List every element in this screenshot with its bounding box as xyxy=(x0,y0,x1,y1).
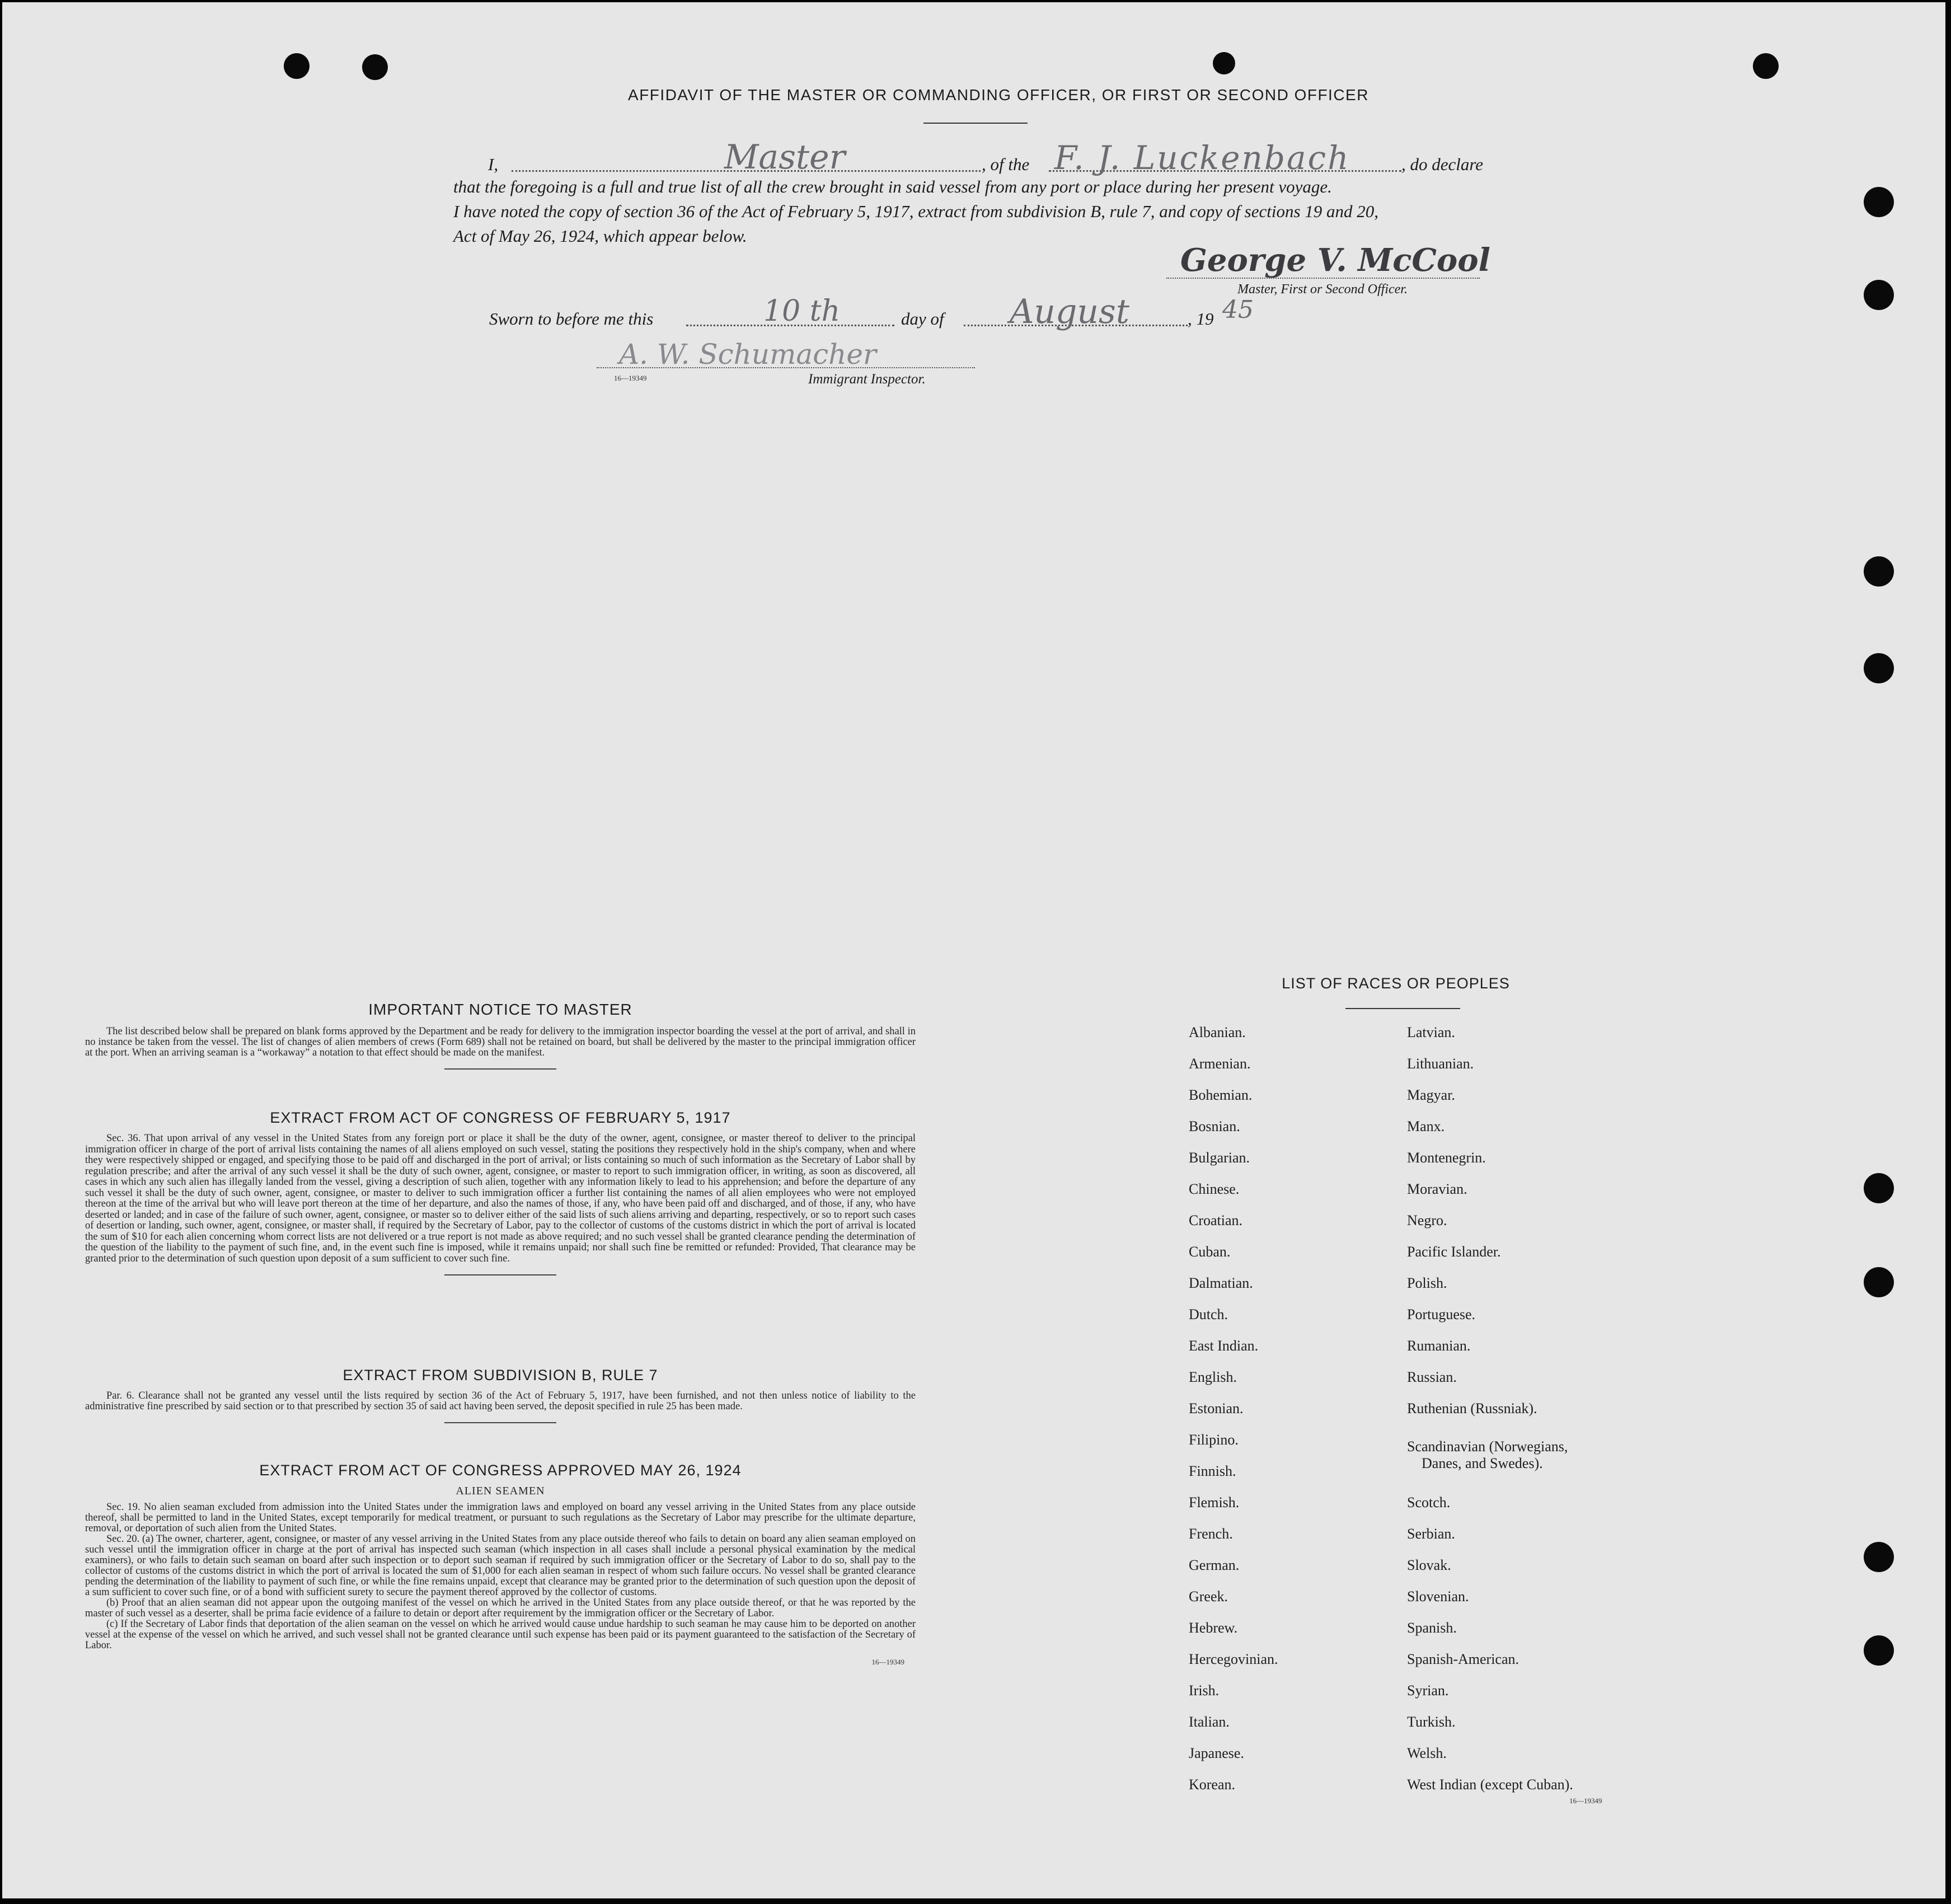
punch-hole xyxy=(1864,280,1894,310)
race-item: Polish. xyxy=(1407,1275,1447,1291)
notice-section xyxy=(85,1001,916,1070)
document-page xyxy=(2,2,1945,1898)
affidavit-body-line3: Act of May 26, 1924, which appear below. xyxy=(453,226,747,246)
race-item: Bohemian. xyxy=(1189,1087,1253,1103)
race-item: West Indian (except Cuban). xyxy=(1407,1776,1573,1793)
affidavit-i-label: I, xyxy=(488,154,499,174)
race-item: Albanian. xyxy=(1189,1024,1246,1040)
race-item: Slovak. xyxy=(1407,1557,1451,1573)
race-item: Syrian. xyxy=(1407,1682,1449,1699)
punch-hole xyxy=(1864,1267,1894,1297)
signature-line xyxy=(1166,278,1480,279)
extract-1924-subtitle: ALIEN SEAMEN xyxy=(456,1485,545,1497)
year-handwritten: 45 xyxy=(1222,296,1254,324)
punch-hole xyxy=(1753,53,1779,79)
race-item: Turkish. xyxy=(1407,1714,1456,1730)
race-item: Filipino. xyxy=(1189,1432,1239,1448)
extract-rule7-section xyxy=(85,1367,916,1423)
race-item: Hercegovinian. xyxy=(1189,1651,1278,1667)
race-item: Bulgarian. xyxy=(1189,1150,1250,1166)
punch-hole xyxy=(1213,52,1235,74)
race-item: Armenian. xyxy=(1189,1056,1251,1072)
race-item: Korean. xyxy=(1189,1776,1236,1793)
race-item: Negro. xyxy=(1407,1212,1447,1228)
extract-1924-text xyxy=(85,1502,916,1651)
race-item: Scandinavian (Norwegians, xyxy=(1407,1438,1568,1455)
race-item: Dalmatian. xyxy=(1189,1275,1253,1291)
punch-hole xyxy=(1864,653,1894,683)
punch-hole xyxy=(284,53,309,79)
race-item: Pacific Islander. xyxy=(1407,1244,1501,1260)
divider xyxy=(444,1068,556,1070)
race-item: Slovenian. xyxy=(1407,1588,1469,1605)
punch-hole xyxy=(1864,556,1894,587)
extract-1917-title: EXTRACT FROM ACT OF CONGRESS OF FEBRUARY 5, 1917 xyxy=(270,1109,731,1126)
race-item: Scotch. xyxy=(1407,1494,1451,1511)
race-item: Croatian. xyxy=(1189,1212,1243,1228)
race-item: Japanese. xyxy=(1189,1745,1244,1761)
day-handwritten: 10 th xyxy=(763,294,841,328)
race-item: Welsh. xyxy=(1407,1745,1447,1761)
race-item: Moravian. xyxy=(1407,1181,1467,1197)
extract-1924-section xyxy=(85,1462,916,1667)
race-item: Serbian. xyxy=(1407,1526,1455,1542)
divider xyxy=(923,123,1028,124)
extract-1917-text: Sec. 36. That upon arrival of any vessel in the United States from any foreign port or place it shall be the duty of the owner, agent, consignee, or master thereof to deliver to the principal immigration officer in charge of the port of arrival lists containing the names of all aliens employed on such vessel, stating the positions they respectively hold in the ship's company, when and where they were respectively shipped or engaged, and specifying those to be paid off and discharged in the port of arrival; or lists containing so much of such information as the Secretary of Labor shall by regulation prescribe; and after the arrival of any such vessel it shall be the duty of such owner, agent, consignee, or master to report to such immigration officer, in writing, as soon as discovered, all cases in which any such alien has illegally landed from the vessel, giving a description of such alien, together with any information likely to lead to his apprehension; and before the departure of any such vessel it shall be the duty of such owner, agent, consignee, or master to deliver to such immigration officer a further list containing the names of all alien employees who were not employed thereon at the time of the arrival but who will leave port thereon at the time of her departure, and also the names of those, if any, who have been paid off and discharged, and of those, if any, who have deserted or landed; and in case of the failure of such owner, agent, consignee, or master so to deliver either of the said lists of such aliens arriving and departing, respectively, or so to report such cases of desertion or landing, such owner, agent, consignee, or master shall, if required by the Secretary of Labor, pay to the collector of customs of the customs district in which the port of arrival is located the sum of $10 for each alien concerning whom correct lists are not delivered or a true report is not made as above required; and no such vessel shall be granted clearance pending the determination of the question of the liability to the payment of such fine, and, in the event such fine is imposed, while it remains unpaid; nor shall such fine be remitted or refunded: Provided, That clearance may be granted prior to the determination of such question upon deposit of a sum sufficient to cover such fine. xyxy=(85,1133,916,1264)
form-number: 16—19349 xyxy=(871,1658,904,1666)
year-prefix: , 19 xyxy=(1188,309,1214,329)
form-number: 16—19349 xyxy=(1569,1797,1602,1805)
race-item: Chinese. xyxy=(1189,1181,1240,1197)
race-item: Latvian. xyxy=(1407,1024,1455,1040)
affidavit-title: AFFIDAVIT OF THE MASTER OR COMMANDING OFFICER, OR FIRST OR SECOND OFFICER xyxy=(628,86,1369,104)
race-item: Spanish. xyxy=(1407,1620,1457,1636)
inspector-signature: A. W. Schumacher xyxy=(619,338,876,371)
inspector-caption: Immigrant Inspector. xyxy=(808,372,926,387)
race-item: Danes, and Swedes). xyxy=(1422,1455,1543,1471)
divider xyxy=(444,1422,556,1423)
form-number: 16—19349 xyxy=(614,374,647,382)
extract-1917-section xyxy=(85,1109,916,1275)
affidavit-body-line2: I have noted the copy of section 36 of the Act of February 5, 1917, extract from subdivision B, rule 7, and copy of sections 19 and 20, xyxy=(453,201,1379,221)
race-item: Spanish-American. xyxy=(1407,1651,1519,1667)
master-signature: George V. McCool xyxy=(1180,242,1490,279)
races-title: LIST OF RACES OR PEOPLES xyxy=(1282,975,1510,992)
punch-hole xyxy=(1864,1635,1894,1666)
race-item: Lithuanian. xyxy=(1407,1056,1474,1072)
race-item: French. xyxy=(1189,1526,1233,1542)
month-handwritten: August xyxy=(1010,292,1129,331)
divider xyxy=(1345,1008,1460,1009)
race-item: Rumanian. xyxy=(1407,1338,1471,1354)
race-item: Flemish. xyxy=(1189,1494,1240,1511)
race-item: Magyar. xyxy=(1407,1087,1455,1103)
affidavit-body-line1: that the foregoing is a full and true list of all the crew brought in said vessel from any port or place during her present voyage. xyxy=(453,177,1332,196)
extract-rule7-title: EXTRACT FROM SUBDIVISION B, RULE 7 xyxy=(343,1367,658,1384)
punch-hole xyxy=(1864,187,1894,217)
race-item: Ruthenian (Russniak). xyxy=(1407,1400,1537,1417)
notice-text: The list described below shall be prepared on blank forms approved by the Department and be ready for delivery to the immigration inspector boarding the vessel at the port of arrival, and shall in no instance be taken from the vessel. The list of changes of alien members of crews (Form 689) shall not be retained on board, but shall be delivered by the master to the principal immigration officer at the port. When an arriving seaman is a “workaway” a notation to that effect should be made on the manifest. xyxy=(85,1026,916,1058)
race-item: English. xyxy=(1189,1369,1237,1385)
race-item: Greek. xyxy=(1189,1588,1228,1605)
of-the-label: , of the xyxy=(982,154,1030,174)
race-item: German. xyxy=(1189,1557,1240,1573)
sec19-text: Sec. 19. No alien seaman excluded from admission into the United States under the immigration laws and employed on board any vessel arriving in the United States from any place outside thereof, shall be permitted to land in the United States, except temporarily for medical treatment, or pursuant to such regulations as the Secretary of Labor may prescribe for the ultimate departure, removal, or deportation of such alien from the United States. xyxy=(85,1502,916,1534)
signature-caption: Master, First or Second Officer. xyxy=(1237,282,1408,297)
punch-hole xyxy=(1864,1173,1894,1203)
race-item: Italian. xyxy=(1189,1714,1230,1730)
day-of-label: day of xyxy=(901,309,944,329)
extract-rule7-text: Par. 6. Clearance shall not be granted any vessel until the lists required by section 36 of the Act of February 5, 1917, have been furnished, and not then unless notice of liability to the administrative fine prescribed by said section or to that prescribed by section 35 of said act having been served, the deposit specified in rule 25 has been made. xyxy=(85,1390,916,1412)
race-item: Montenegrin. xyxy=(1407,1150,1486,1166)
role-handwritten: Master xyxy=(724,138,846,177)
divider xyxy=(444,1274,556,1275)
do-declare-label: , do declare xyxy=(1401,154,1484,174)
race-item: Irish. xyxy=(1189,1682,1220,1699)
vessel-handwritten: F. J. Luckenbach xyxy=(1054,139,1350,177)
punch-hole xyxy=(362,54,388,80)
race-item: Finnish. xyxy=(1189,1463,1236,1479)
notice-title: IMPORTANT NOTICE TO MASTER xyxy=(368,1001,632,1018)
race-item: East Indian. xyxy=(1189,1338,1259,1354)
race-item: Estonian. xyxy=(1189,1400,1244,1417)
punch-hole xyxy=(1864,1542,1894,1572)
sec20c-text: (c) If the Secretary of Labor finds that deportation of the alien seaman on the vessel on which he arrived would cause undue hardship to such seaman he may cause him to be deported on another vessel at the expense of the vessel on which he arrived, and such vessel shall not be granted clearance until such expense has been paid or its payment guaranteed to the satisfaction of the Secretary of Labor. xyxy=(85,1619,916,1651)
race-item: Cuban. xyxy=(1189,1244,1231,1260)
race-item: Dutch. xyxy=(1189,1306,1228,1323)
sec20a-text: Sec. 20. (a) The owner, charterer, agent, consignee, or master of any vessel arriving in the United States from any place outside thereof who fails to detain on board any alien seaman employed on such vessel until the immigration officer in charge at the port of arrival has inspected such seaman (which inspection in all cases shall include a personal physical examination by the medical examiners), or who fails to detain such seaman on board after such inspection or to deport such seaman if required by such immigration officer or the Secretary of Labor to do so, shall pay to the collector of customs of the customs district in which the port of arrival is located the sum of $1,000 for each alien seaman in respect of whom such failure occurs. No vessel shall be granted clearance pending the determination of the liability to payment of such fine, or while the fine remains unpaid, except that clearance may be granted prior to the determination of such question upon the deposit of a sum sufficient to cover such fine, or of a bond with sufficient surety to secure the payment thereof approved by the collector of customs. xyxy=(85,1533,916,1598)
sworn-label: Sworn to before me this xyxy=(489,309,654,329)
race-item: Russian. xyxy=(1407,1369,1457,1385)
race-item: Portuguese. xyxy=(1407,1306,1476,1323)
race-item: Hebrew. xyxy=(1189,1620,1238,1636)
extract-1924-title: EXTRACT FROM ACT OF CONGRESS APPROVED MAY 26, 1924 xyxy=(259,1462,742,1479)
race-item: Manx. xyxy=(1407,1118,1445,1134)
sec20b-text: (b) Proof that an alien seaman did not appear upon the outgoing manifest of the vessel on which he arrived in the United States from any place outside thereof, or that he was reported by the master of such vessel as a deserter, shall be prima facie evidence of a failure to detain or deport after requirement by the immigration officer or the Secretary of Labor. xyxy=(85,1597,916,1619)
race-item: Bosnian. xyxy=(1189,1118,1240,1134)
